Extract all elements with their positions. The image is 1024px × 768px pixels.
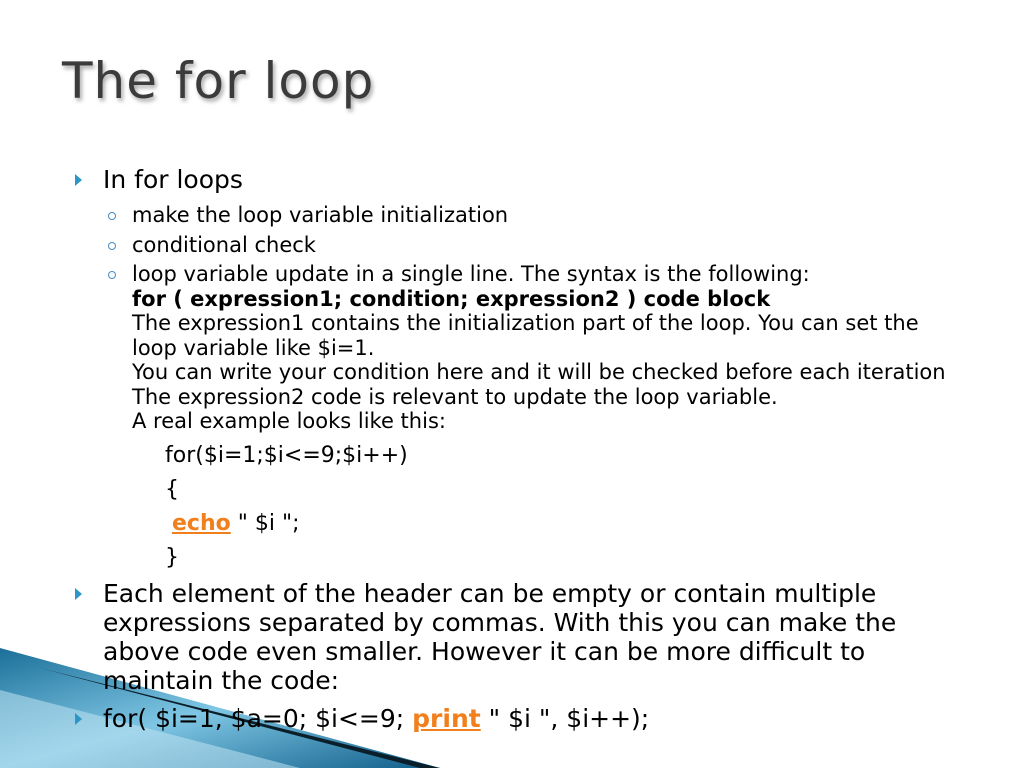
sub-bullet-3 <box>75 262 955 434</box>
code-line-close-brace: } <box>165 544 179 570</box>
bullet-2-text: Each element of the header can be empty or contain multiple expressions separated by commas. With this you can make the above code even smaller. However it can be more difficult to maintain the code: <box>103 578 897 695</box>
sub-bullet-2 <box>75 233 955 258</box>
bullet-3 <box>75 704 955 733</box>
bullet-1-text: In for loops <box>103 165 243 194</box>
bullet-2 <box>75 579 955 695</box>
explain-line-2: You can write your condition here and it will be checked before each iteration <box>132 360 946 384</box>
sub-bullet-circle-icon <box>108 242 116 250</box>
echo-keyword-link[interactable]: echo <box>172 510 231 536</box>
sub-bullet-1 <box>75 203 955 228</box>
explain-line-1: The expression1 contains the initialization part of the loop. You can set the loop variable like $i=1. <box>132 311 919 360</box>
print-keyword-link[interactable]: print <box>412 703 481 733</box>
code-example <box>75 443 955 570</box>
slide-body <box>75 165 955 742</box>
bullet-3-post: " $i ", $i++); <box>480 703 650 733</box>
explain-line-4: A real example looks like this: <box>132 409 446 433</box>
syntax-line: for ( expression1; condition; expression2 ) code block <box>132 286 771 311</box>
bullet-3-pre: for( $i=1, $a=0; $i<=9; <box>103 703 413 733</box>
code-line-for: for($i=1;$i<=9;$i++) <box>165 442 408 468</box>
sub-bullet-circle-icon <box>108 212 116 220</box>
bullet-1 <box>75 165 955 194</box>
bullet-arrow-icon <box>75 588 82 600</box>
echo-rest: " $i "; <box>230 510 300 536</box>
bullet-arrow-icon <box>75 713 82 725</box>
code-line-open-brace: { <box>165 476 179 502</box>
sub-bullet-3-text: loop variable update in a single line. The syntax is the following: <box>132 262 810 286</box>
bullet-arrow-icon <box>75 174 82 186</box>
explain-line-3: The expression2 code is relevant to update the loop variable. <box>132 384 778 409</box>
sub-bullet-1-text: make the loop variable initialization <box>132 203 509 227</box>
sub-bullet-2-text: conditional check <box>132 232 316 257</box>
slide-title: The for loop <box>62 52 375 110</box>
code-line-echo <box>165 511 955 536</box>
sub-bullet-circle-icon <box>108 271 116 279</box>
